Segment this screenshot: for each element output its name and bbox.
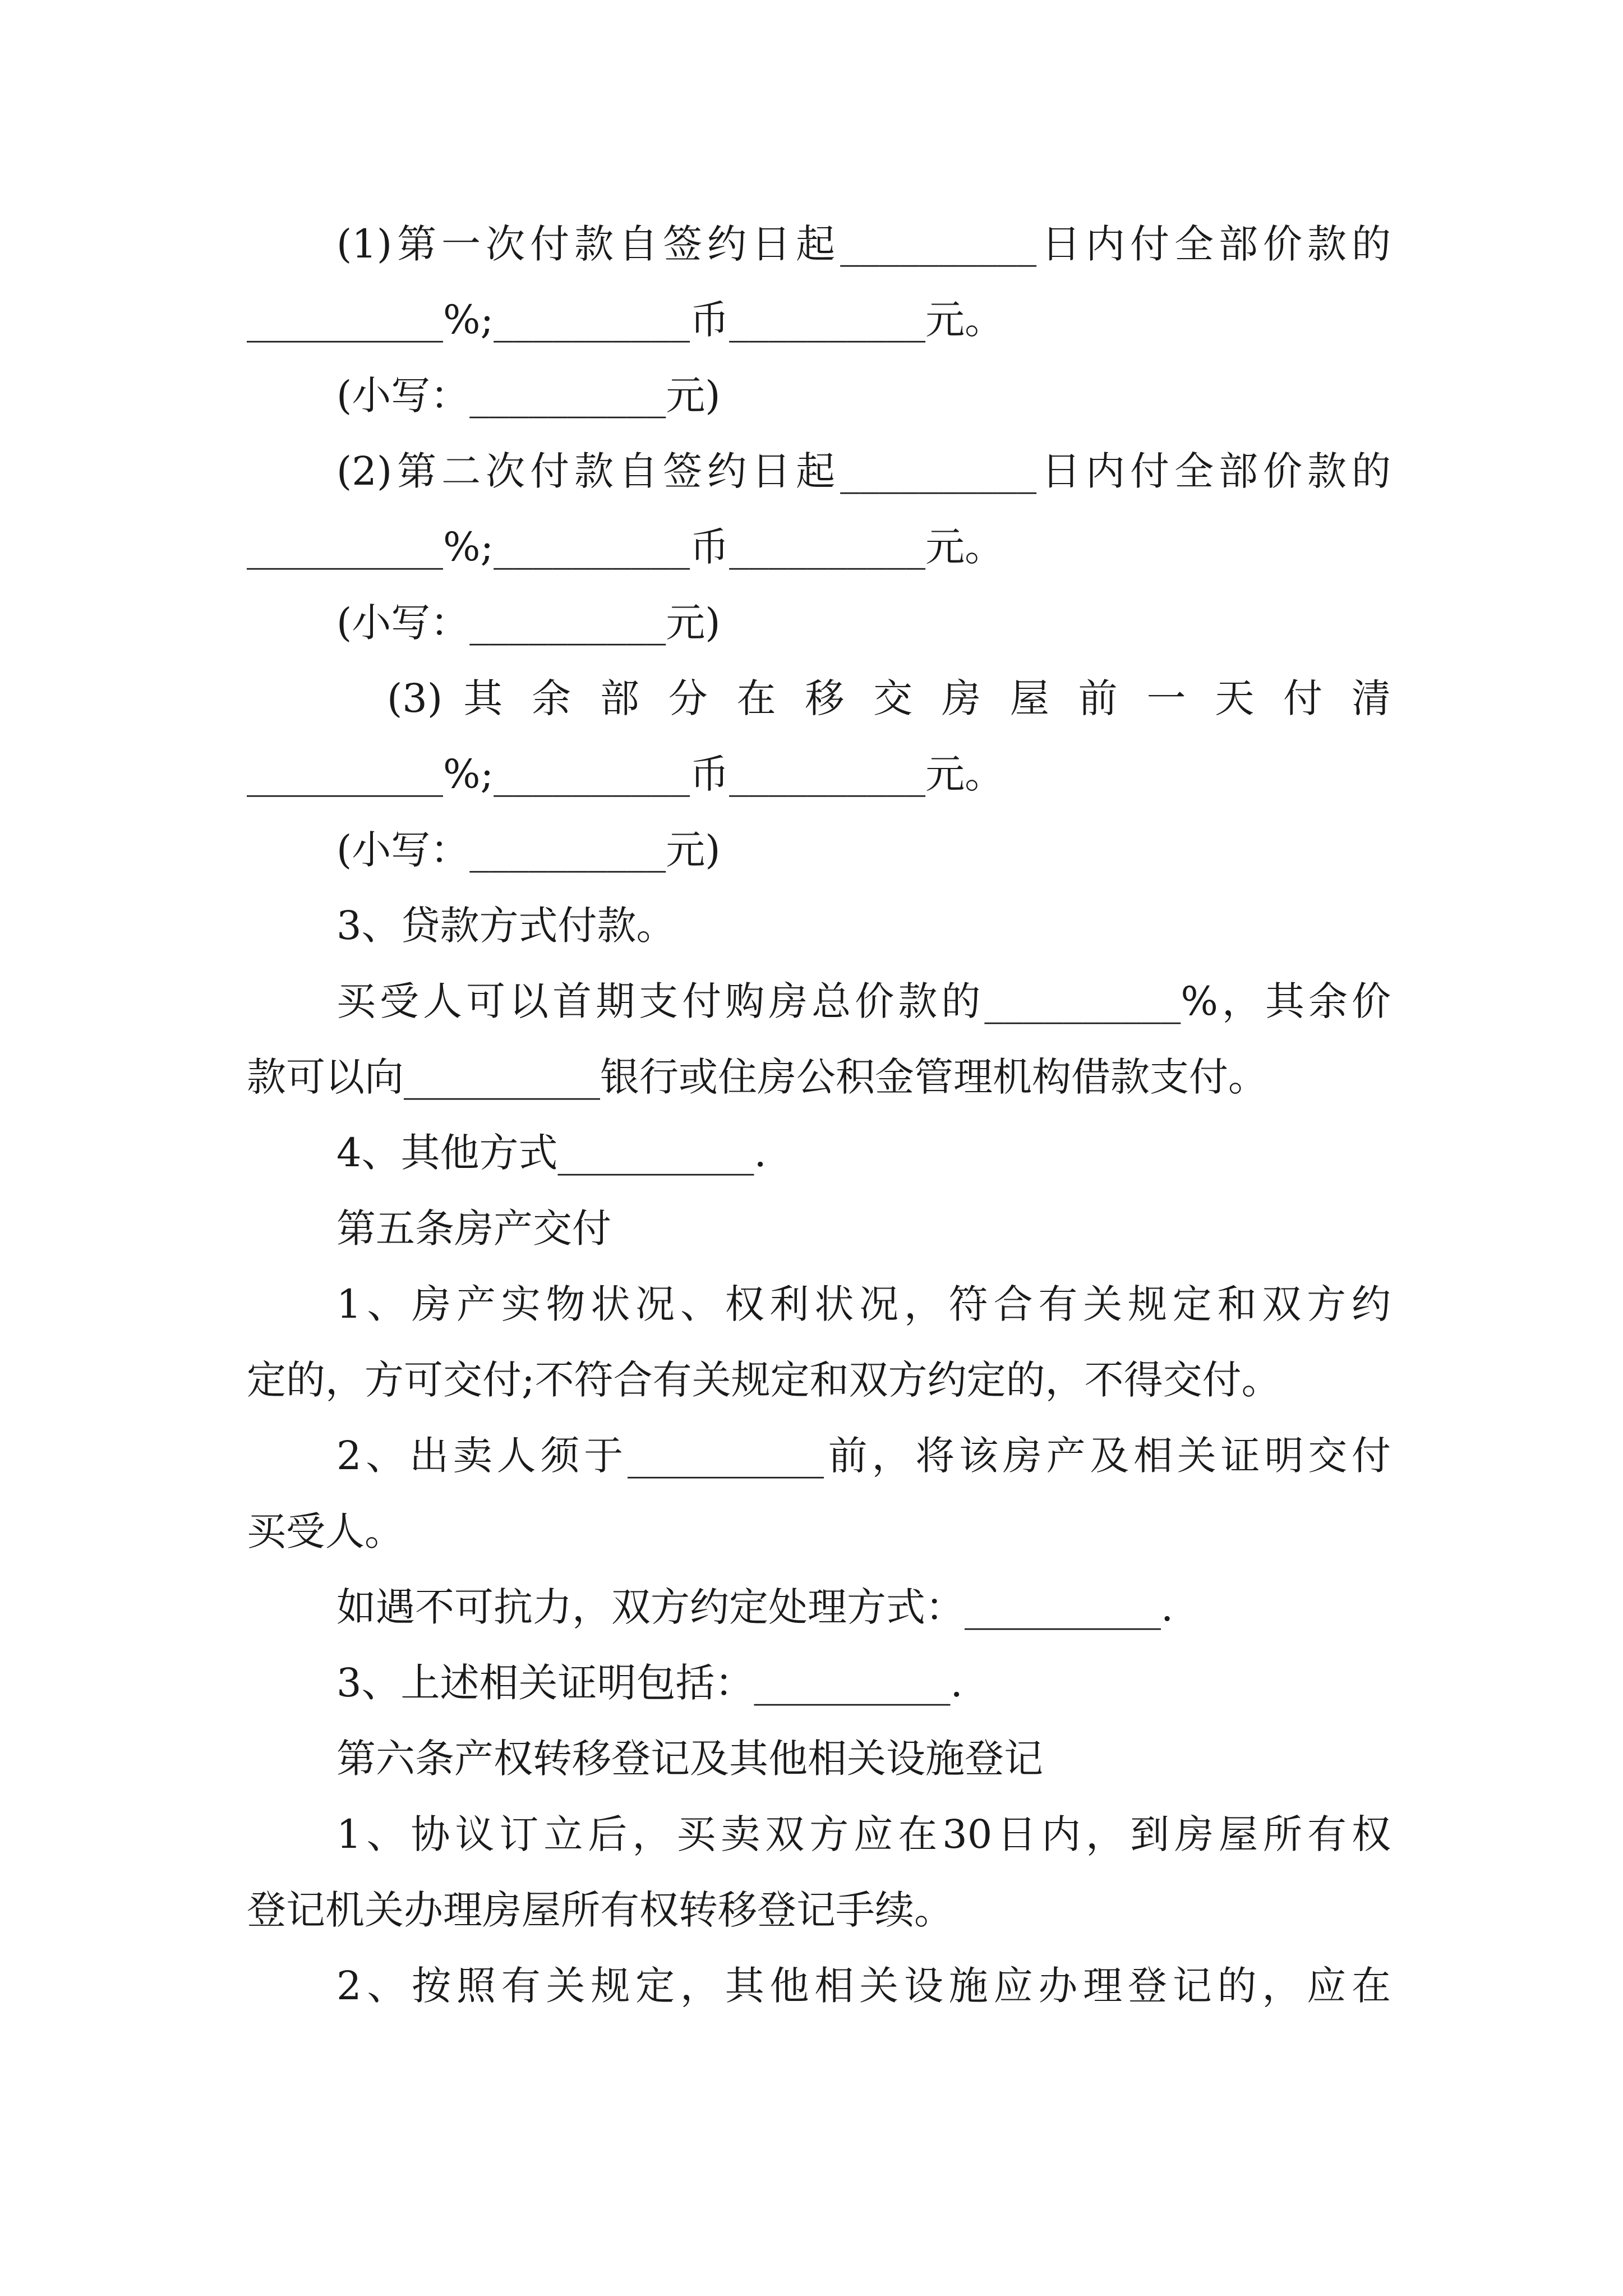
text-line: __________%;__________币__________元。 [247,751,1004,797]
text-line: 2、出卖人须于__________前，将该房产及相关证明交付 [336,1433,1391,1479]
section-heading: 第六条产权转移登记及其他相关设施登记 [336,1736,1043,1782]
text-line: (2)第二次付款自签约日起__________日内付全部价款的 [336,448,1391,494]
text-line: 4、其他方式__________. [336,1130,767,1176]
section-heading: 第五条房产交付 [336,1205,611,1251]
text-line: (小写：__________元) [336,600,721,646]
text-line: 1、协议订立后，买卖双方应在30日内，到房屋所有权 [336,1811,1391,1857]
text-line: (小写：__________元) [336,827,721,873]
text-line: 定的，方可交付;不符合有关规定和双方约定的，不得交付。 [247,1357,1281,1403]
text-line: __________%;__________币__________元。 [247,297,1004,343]
text-line: 2、按照有关规定，其他相关设施应办理登记的，应在 [336,1963,1391,2009]
text-line: 3、上述相关证明包括：__________. [336,1660,963,1706]
text-line: 登记机关办理房屋所有权转移登记手续。 [247,1887,953,1933]
text-line: __________%;__________币__________元。 [247,524,1004,570]
text-line: 买受人。 [247,1508,404,1554]
text-line: 1、房产实物状况、权利状况，符合有关规定和双方约 [336,1281,1391,1327]
text-line: 如遇不可抗力，双方约定处理方式：__________. [336,1584,1174,1630]
text-line: (1)第一次付款自签约日起__________日内付全部价款的 [336,221,1391,267]
text-line: 3、贷款方式付款。 [336,903,676,949]
text-line: 款可以向__________银行或住房公积金管理机构借款支付。 [247,1054,1267,1100]
text-line: (3) 其 余 部 分 在 移 交 房 屋 前 一 天 付 清 [387,675,1391,721]
text-line: 买受人可以首期支付购房总价款的__________%，其余价 [336,978,1391,1024]
text-line: (小写：__________元) [336,372,721,418]
